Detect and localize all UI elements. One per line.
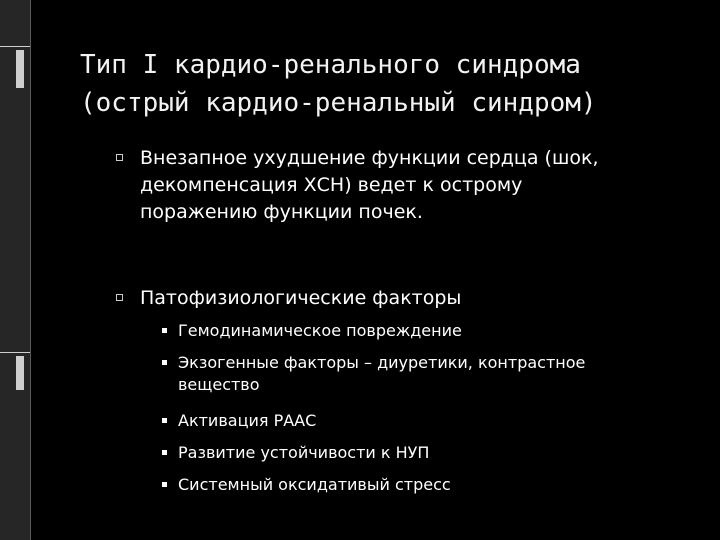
- small-square-bullet-icon: [162, 418, 167, 423]
- sub-bullet-item: [160, 352, 680, 396]
- small-square-bullet-icon: [162, 482, 167, 487]
- bullet-item: [116, 285, 676, 312]
- strip-line: [0, 352, 30, 353]
- sub-bullet-text: Системный оксидативый стресс: [178, 475, 451, 494]
- slide-title: [80, 46, 700, 122]
- bullet-text: Патофизиологические факторы: [140, 287, 462, 309]
- sub-bullet-text: Развитие устойчивости к НУП: [178, 443, 430, 462]
- sub-bullet-text: Гемодинамическое повреждение: [178, 321, 462, 340]
- strip-line: [0, 46, 30, 47]
- bullet-text: Внезапное ухудшение функции сердца (шок,: [140, 147, 599, 169]
- sub-bullet-item: [160, 410, 680, 432]
- title-line: Тип I кардио-ренального синдрома: [80, 50, 581, 80]
- strip-bar: [16, 50, 24, 88]
- square-bullet-icon: [116, 294, 123, 301]
- small-square-bullet-icon: [162, 450, 167, 455]
- strip-bar: [16, 356, 24, 390]
- bullet-item: [116, 145, 676, 226]
- sub-bullet-text: Экзогенные факторы – диуретики, контрастное: [178, 353, 586, 372]
- sub-bullet-item: [160, 442, 680, 464]
- bullet-text: поражению функции почек.: [140, 201, 423, 223]
- bullet-text: декомпенсация ХСН) ведет к острому: [140, 174, 523, 196]
- left-decorative-strip: [0, 0, 30, 540]
- sub-bullet-text: Активация РААС: [178, 411, 317, 430]
- sub-bullet-text: вещество: [178, 375, 260, 394]
- sub-bullet-item: [160, 474, 680, 496]
- small-square-bullet-icon: [162, 328, 167, 333]
- small-square-bullet-icon: [162, 360, 167, 365]
- vertical-divider: [30, 0, 31, 540]
- sub-bullet-item: [160, 320, 680, 342]
- title-line: (острый кардио-ренальный синдром): [80, 88, 597, 118]
- square-bullet-icon: [116, 154, 123, 161]
